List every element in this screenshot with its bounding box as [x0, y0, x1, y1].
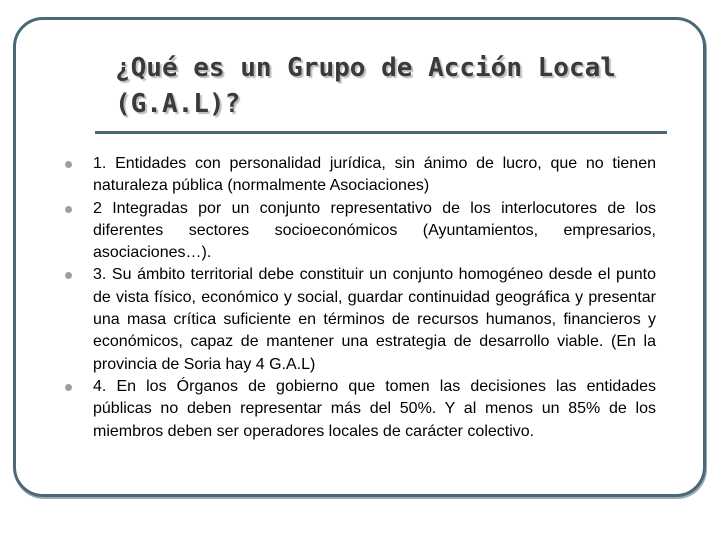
bullet-dot-icon	[65, 272, 72, 279]
bullet-text: 2 Integradas por un conjunto representativo de los interlocutores de los diferentes sectores socioeconómicos (Ayuntamientos, empresarios, asociaciones…).	[93, 199, 656, 262]
bullet-dot-icon	[65, 161, 72, 168]
bullet-text: 3. Su ámbito territorial debe constituir un conjunto homogéneo desde el punto de vista físico, económico y social, guardar continuidad geográfica y presentar una masa crítica suficiente en términos de recursos humanos, financieros y económicos, capaz de mantener una estrategia de desarrollo viable. (En la provincia de Soria hay 4 G.A.L)	[93, 266, 656, 373]
bullet-text: 4. En los Órganos de gobierno que tomen las decisiones las entidades públicas no deben representar más del 50%. Y al menos un 85% de los miembros deben ser operadores locales de carácter colectivo.	[93, 377, 656, 440]
bullet-list	[62, 153, 656, 443]
title-underline	[95, 131, 667, 134]
slide-title: ¿Qué es un Grupo de Acción Local (G.A.L)?	[115, 53, 616, 119]
bullet-text: 1. Entidades con personalidad jurídica, sin ánimo de lucro, que no tienen naturaleza pública (normalmente Asociaciones)	[93, 155, 656, 195]
bullet-item	[62, 153, 656, 198]
bullet-item	[62, 376, 656, 443]
bullet-item	[62, 198, 656, 265]
bullet-item	[62, 264, 656, 375]
bullet-dot-icon	[65, 384, 72, 391]
bullet-dot-icon	[65, 206, 72, 213]
